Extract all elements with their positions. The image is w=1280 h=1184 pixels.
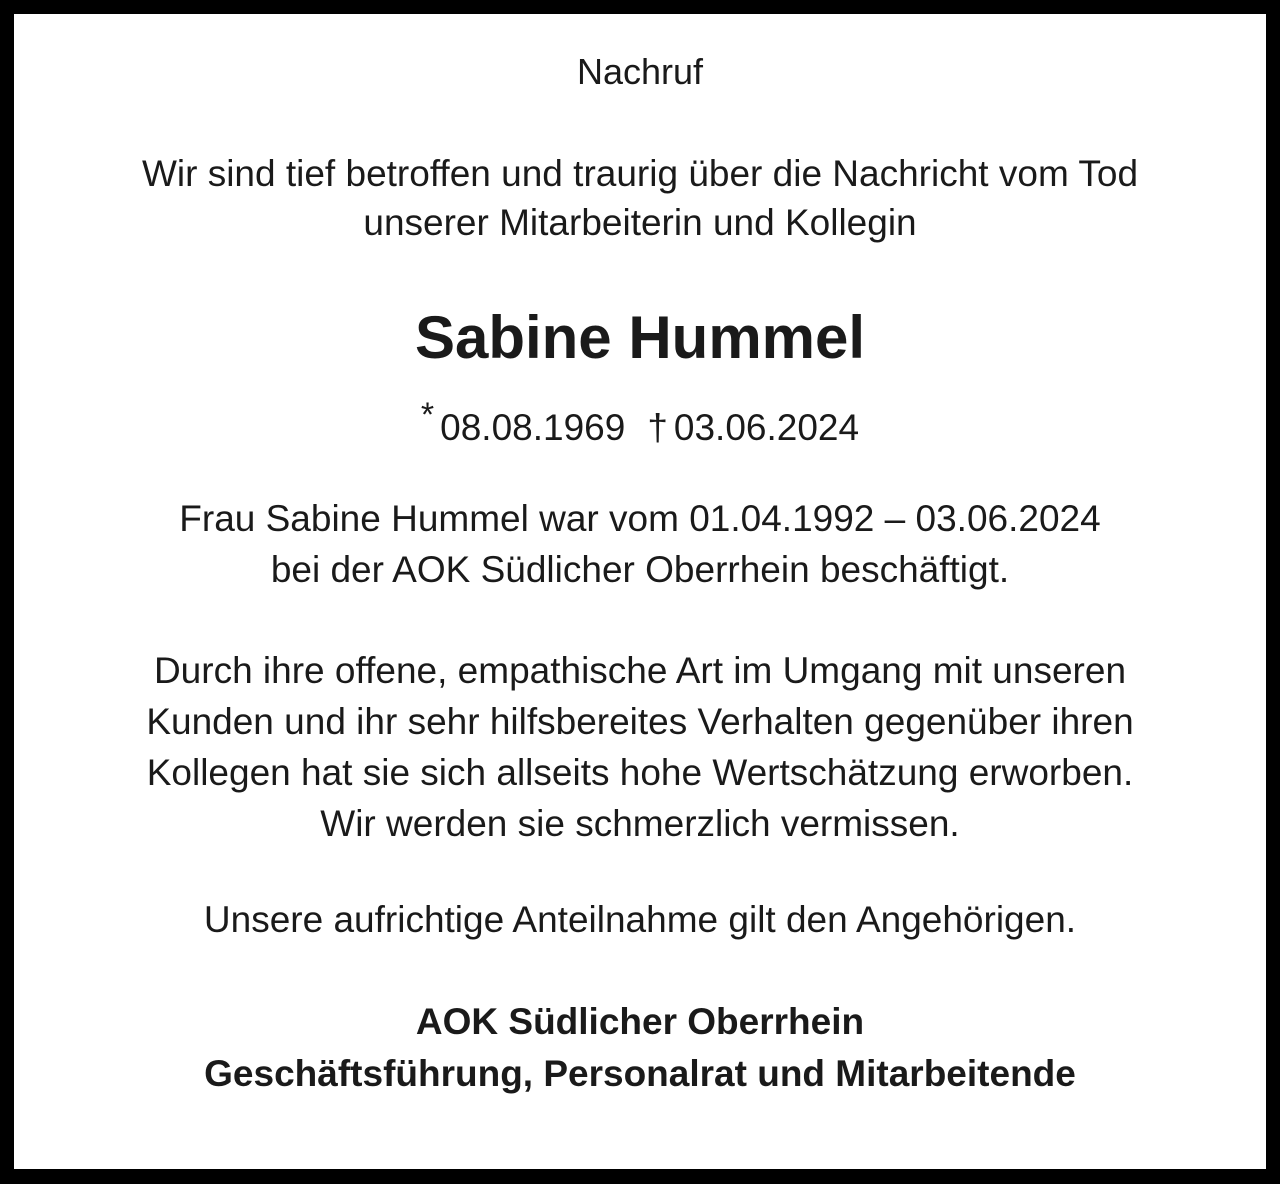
signature-groups: Geschäftsführung, Personalrat und Mitarbeitende	[204, 1053, 1076, 1094]
intro-line-1: Wir sind tief betroffen und traurig über die Nachricht vom Tod	[141, 153, 1139, 194]
deceased-name: Sabine Hummel	[414, 304, 866, 371]
tribute-line-1: Durch ihre offene, empathische Art im Umgang mit unseren	[153, 650, 1127, 691]
death-date: 03.06.2024	[673, 407, 860, 448]
notice-heading: Nachruf	[576, 51, 704, 92]
life-dates	[14, 398, 1266, 446]
tribute-line-3: Kollegen hat sie sich allseits hohe Wertschätzung erworben.	[146, 752, 1134, 793]
birth-symbol: *	[420, 396, 435, 434]
signature-organization: AOK Südlicher Oberrhein	[415, 1001, 865, 1042]
employment-line-1: Frau Sabine Hummel war vom 01.04.1992 – 03.06.2024	[179, 498, 1101, 539]
condolence-line: Unsere aufrichtige Anteilnahme gilt den Angehörigen.	[203, 899, 1077, 940]
obituary-notice	[14, 14, 1266, 1169]
employment-line-2: bei der AOK Südlicher Oberrhein beschäftigt.	[270, 549, 1010, 590]
birth-date: 08.08.1969	[440, 407, 626, 448]
intro-line-2: unserer Mitarbeiterin und Kollegin	[363, 202, 917, 243]
tribute-line-2: Kunden und ihr sehr hilfsbereites Verhalten gegenüber ihren	[146, 701, 1134, 742]
death-symbol: †	[647, 407, 668, 448]
tribute-line-4: Wir werden sie schmerzlich vermissen.	[320, 803, 960, 844]
